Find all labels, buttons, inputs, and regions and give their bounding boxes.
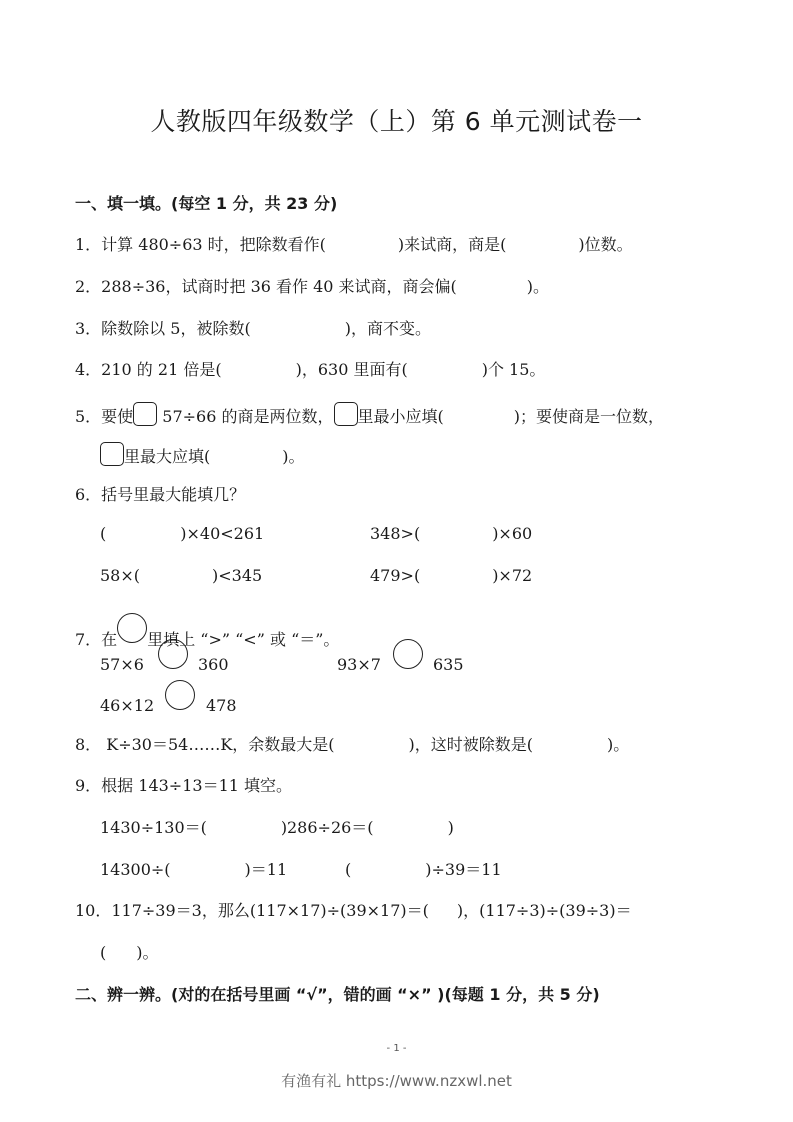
question-7-prompt: 7．在 里填上 “>” “<” 或 “＝”。 [75,613,339,650]
question-4: 4．210 的 21 倍是( )，630 里面有( )个 15。 [75,360,546,379]
question-5: 5．要使 57÷66 的商是两位数， 里最小应填( )；要使商是一位数， [75,402,664,427]
section-2-heading: 二、辨一辨。(对的在括号里画 “√”，错的画 “×” )(每题 1 分，共 5 分) [75,985,600,1004]
page-title: 人教版四年级数学（上）第 6 单元测试卷一 [150,107,643,136]
question-6-item: 479>( )×72 [370,566,533,585]
blank-circle [117,613,147,643]
question-6-item: 58×( )<345 [100,566,263,585]
watermark-link[interactable]: 有渔有礼 https://www.nzxwl.net [281,1072,512,1090]
question-7-item-right: 360 [198,655,229,674]
question-7-item: 93×7 [337,655,381,674]
section-1-heading: 一、填一填。(每空 1 分，共 23 分) [75,194,338,213]
question-10-cont: ( )。 [100,943,159,962]
question-6-item: 348>( )×60 [370,524,533,543]
question-7-item: 46×12 [100,696,155,715]
compare-circle[interactable] [393,639,423,669]
page-number: - 1 - [386,1043,407,1054]
question-9-item: 14300÷( )＝11 [100,860,288,879]
question-5-cont: 里最大应填( )。 [100,442,305,467]
question-3: 3．除数除以 5，被除数( )，商不变。 [75,319,431,338]
question-7-item: 57×6 [100,655,144,674]
question-2: 2．288÷36，试商时把 36 看作 40 来试商，商会偏( )。 [75,277,550,296]
question-9-prompt: 9．根据 143÷13＝11 填空。 [75,776,293,795]
question-9-item: 1430÷130＝( ) [100,818,288,837]
compare-circle[interactable] [165,680,195,710]
question-9-item: ( )÷39＝11 [345,860,502,879]
compare-circle[interactable] [158,639,188,669]
question-6-prompt: 6．括号里最大能填几？ [75,485,246,504]
question-6-item: ( )×40<261 [100,524,265,543]
question-7-item-right: 478 [206,696,237,715]
question-10: 10．117÷39＝3，那么(117×17)÷(39×17)＝( )，(117÷3)÷(39÷3)＝ [75,901,632,920]
question-7-item-right: 635 [433,655,464,674]
question-1: 1．计算 480÷63 时，把除数看作( )来试商，商是( )位数。 [75,235,633,254]
blank-square-box[interactable] [334,402,358,426]
question-9-item: 286÷26＝( ) [287,818,454,837]
question-8: 8． K÷30＝54……K，余数最大是( )，这时被除数是( )。 [75,735,630,754]
blank-square-box[interactable] [133,402,157,426]
blank-square-box[interactable] [100,442,124,466]
